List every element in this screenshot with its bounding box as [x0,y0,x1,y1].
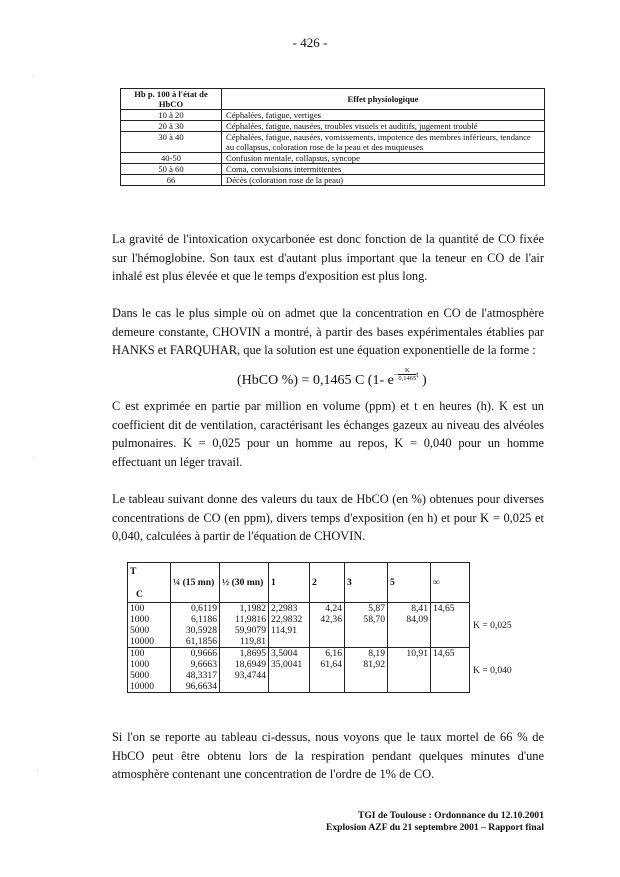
header-hb-percent: Hb p. 100 à l'état de HbCO [121,89,222,110]
hbco-values-table [127,562,536,693]
hbco-value: 114,91 [271,625,298,636]
paragraph-conclusion: Si l'on se reporte au tableau ci-dessus, nous voyons que le taux mortel de 66 % de HbCO peut être obtenu lors de la respiration pendant quelques minutes d'une atmosphère contenant une concentration de l'ordre de 1% de CO. [112,730,544,781]
hbco-value: 14,65 [433,648,455,659]
fraction-numerator: K [398,367,416,375]
paragraph-chovin: Dans le cas le plus simple où on admet que la concentration en CO de l'atmosphère demeure constante, CHOVIN a montré, à partir des bases expérimentales établies par HANKS et FARQUHAR, que la solution est une équation exponentielle de la forme : [112,306,544,357]
concentration-value: 100 [130,603,145,614]
effect-text: Décès (coloration rose de la peau) [222,175,545,186]
table-row [121,132,545,153]
concentration-value: 1000 [130,659,150,670]
hbco-value: 81,92 [363,659,385,670]
chovin-equation [237,367,427,389]
effect-text: Céphalées, fatigue, nausées, vomissements, impotence des membres inférieurs, tendance au collapsus, coloration rose de la peau et des muqueuses [222,132,545,153]
table-row [121,153,545,164]
paragraph-definitions: C est exprimée en partie par million en volume (ppm) et t en heures (h). K est un coefficient dit de ventilation, caractérisant les échanges gazeux au niveau des alvéoles pulmonaires. K = 0,025 pour un homme au repos, K = 0,040 pour un homme effectuant un léger travail. [112,399,544,469]
equation-lhs: (HbCO %) [237,373,299,388]
hbco-value: 1,8695 [239,648,266,659]
header-cell: ∞ [431,563,470,603]
effect-text: Confusion mentale, collapsus, syncope [222,153,545,164]
hbco-value: 11,9816 [235,614,266,625]
hbco-value: 61,1856 [185,636,217,647]
hb-range: 50 à 60 [121,164,222,175]
equation-open: (1- e [367,373,394,388]
corner-cell [128,563,171,603]
value-cell [388,603,431,648]
effect-text: Coma, convulsions intermittentes [222,164,545,175]
hbco-value: 8,41 [411,603,428,614]
hbco-value: 10,91 [406,648,428,659]
hb-range: 30 à 40 [121,132,222,153]
value-cell [310,603,345,648]
footer-line-court: TGI de Toulouse : Ordonnance du 12.10.2001 [357,810,544,821]
hb-range: 40-50 [121,153,222,164]
hbco-value: 48,3317 [185,670,217,681]
hbco-value: 30,5928 [185,625,217,636]
hbco-value: 93,4744 [234,670,266,681]
value-cell [171,603,220,648]
hbco-value: 3,5004 [271,648,298,659]
concentration-value: 5000 [130,625,150,636]
hbco-value: 119,81 [239,636,266,647]
empty-cell [470,563,536,603]
hbco-value: 14,65 [433,603,455,614]
k-label: K = 0,040 [473,664,512,676]
k-label: K = 0,025 [473,619,512,631]
table-header-row [128,563,536,603]
hbco-value: 1,1982 [239,603,266,614]
concentration-value: 10000 [130,636,154,647]
exponent-fraction [398,367,419,383]
scan-mark: · [32,453,35,463]
hb-range: 66 [121,175,222,186]
equation-close: ) [421,373,427,388]
hbco-value: 58,70 [363,614,385,625]
scan-mark: · [32,72,35,82]
concentration-cell [128,648,171,693]
corner-c-label: C [136,588,143,600]
value-cell [388,648,431,693]
value-cell [345,648,388,693]
page-number: - 426 - [292,35,328,50]
concentration-cell [128,603,171,648]
table-row [121,175,545,186]
hbco-value: 8,19 [368,648,385,659]
hbco-value: 61,64 [320,659,342,670]
hbco-value: 35,0041 [271,659,303,670]
value-cell [345,603,388,648]
value-cell [171,648,220,693]
hb-range: 20 à 30 [121,121,222,132]
table-row [128,648,536,693]
hbco-value: 6,1186 [190,614,217,625]
hbco-value: 18,6949 [234,659,266,670]
scan-mark: · [36,765,39,775]
concentration-value: 10000 [130,681,154,692]
page-footer [300,810,544,834]
exponent-minus: − [393,370,399,379]
hbco-value: 6,16 [325,648,342,659]
hbco-value: 22,9832 [271,614,303,625]
effects-table [120,88,545,186]
hbco-value: 84,09 [406,614,428,625]
effect-text: Céphalées, fatigue, nausées, troubles visuels et auditifs, jugement troublé [222,121,545,132]
table-row [121,110,545,121]
table-header-row [121,89,545,110]
fraction-denominator: 0,1465 [398,375,417,383]
value-cell [431,603,470,648]
corner-t-label: T [130,565,137,577]
paragraph-table-intro: Le tableau suivant donne des valeurs du taux de HbCO (en %) obtenues pour diverses concentrations de CO (en ppm), divers temps d'exposition (en h) et pour K = 0,025 et 0,040, calculées à partir de l'équation de CHOVIN. [112,492,544,543]
header-cell: ½ (30 mn) [220,563,269,603]
footer-line-report: Explosion AZF du 21 septembre 2001 – Rapport final [325,822,544,833]
effect-text: Céphalées, fatigue, vertiges [222,110,545,121]
concentration-value: 1000 [130,614,150,625]
value-cell [269,603,310,648]
value-cell [431,648,470,693]
header-cell: 2 [310,563,345,603]
hbco-value: 96,6634 [185,681,217,692]
paragraph-gravity: La gravité de l'intoxication oxycarbonée est donc fonction de la quantité de CO fixée sur l'hémoglobine. Son taux est d'autant plus important que la teneur en CO de l'air inhalé est plus élevée et que le temps d'exposition est plus long. [112,232,544,283]
equation-equals: = [301,373,310,388]
equation-coefficient: 0,1465 C [312,373,365,388]
hbco-value: 2,2983 [271,603,298,614]
value-cell [310,648,345,693]
header-cell: 1 [269,563,310,603]
hbco-value: 5,87 [368,603,385,614]
hbco-value: 42,36 [320,614,342,625]
header-effect: Effet physiologique [222,89,545,110]
table-row [121,121,545,132]
value-cell [269,648,310,693]
table-row [121,164,545,175]
header-cell: 3 [345,563,388,603]
hbco-value: 0,9666 [190,648,217,659]
hb-range: 10 à 20 [121,110,222,121]
exponent-t: t [416,370,419,379]
hbco-value: 9,6663 [190,659,217,670]
value-cell [220,603,269,648]
hbco-value: 0,6119 [190,603,217,614]
concentration-value: 5000 [130,670,150,681]
header-cell: 5 [388,563,431,603]
hbco-value: 59,9079 [234,625,266,636]
concentration-value: 100 [130,648,145,659]
hbco-value: 4,24 [325,603,342,614]
value-cell [220,648,269,693]
header-cell: ¼ (15 mn) [171,563,220,603]
table-row [128,603,536,648]
